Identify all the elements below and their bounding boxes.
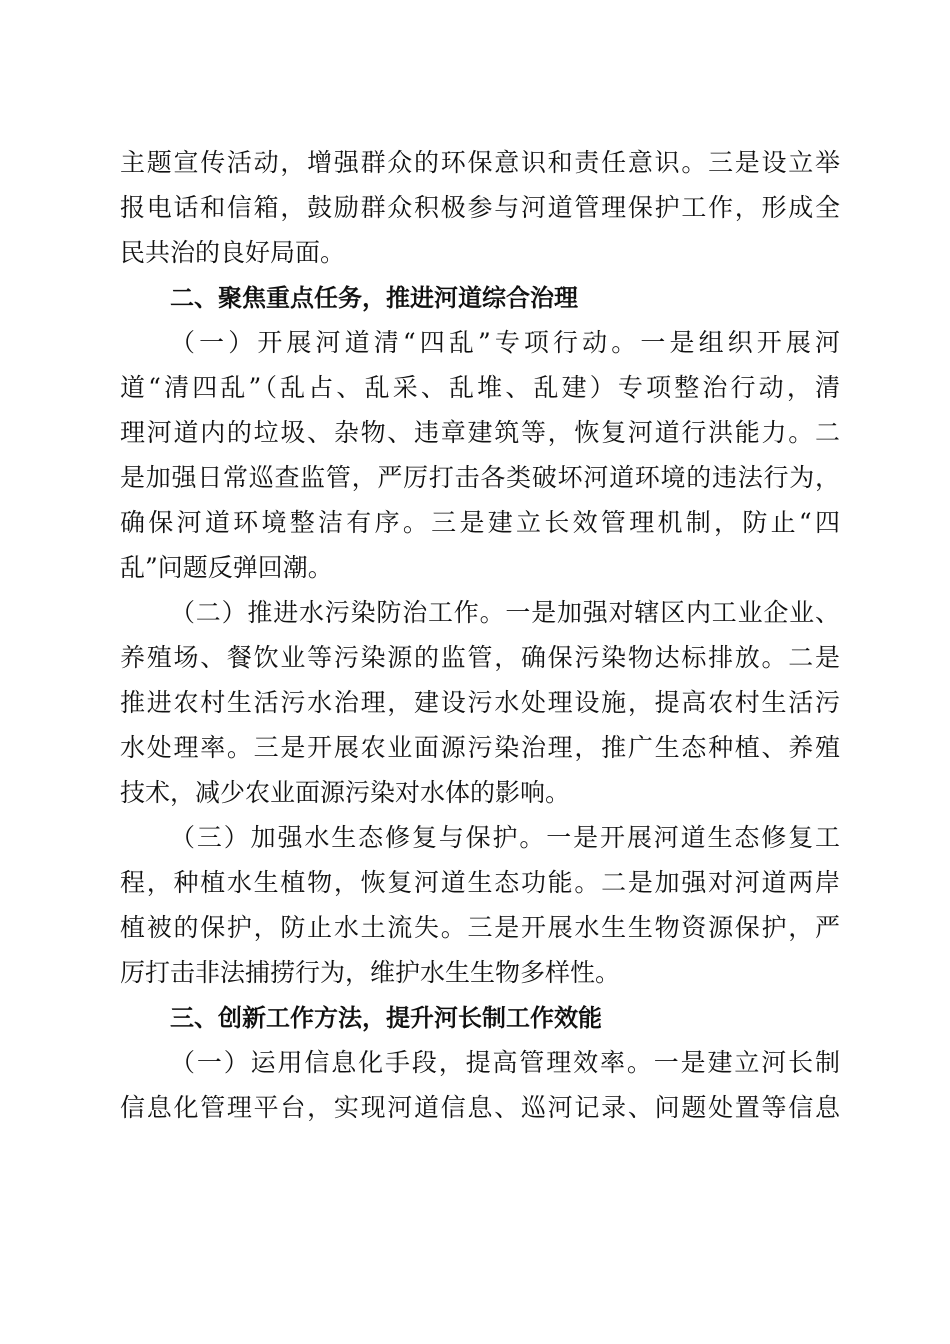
- section-heading: 三、创新工作方法，提升河长制工作效能: [170, 1004, 602, 1032]
- section-heading: 二、聚焦重点任务，推进河道综合治理: [170, 284, 578, 312]
- paragraph-line: 报电话和信箱，鼓励群众积极参与河道管理保护工作，形成全: [120, 193, 840, 222]
- paragraph-line: 确保河道环境整洁有序。三是建立长效管理机制，防止“四: [120, 508, 840, 537]
- paragraph-line: 乱”问题反弹回潮。: [120, 553, 333, 582]
- paragraph-line: 道“清四乱”（乱占、乱采、乱堆、乱建）专项整治行动，清: [120, 373, 840, 402]
- paragraph-line: 植被的保护，防止水土流失。三是开展水生生物资源保护，严: [120, 913, 840, 942]
- paragraph-line: （二）推进水污染防治工作。一是加强对辖区内工业企业、: [170, 598, 840, 627]
- paragraph-line: 厉打击非法捕捞行为，维护水生生物多样性。: [120, 958, 621, 987]
- paragraph-line: 养殖场、餐饮业等污染源的监管，确保污染物达标排放。二是: [120, 643, 840, 672]
- paragraph-line: （三）加强水生态修复与保护。一是开展河道生态修复工: [170, 823, 840, 852]
- paragraph-line: 程，种植水生植物，恢复河道生态功能。二是加强对河道两岸: [120, 868, 840, 897]
- paragraph-line: 民共治的良好局面。: [120, 238, 346, 267]
- paragraph-line: （一）开展河道清“四乱”专项行动。一是组织开展河: [170, 328, 840, 357]
- paragraph-line: 信息化管理平台，实现河道信息、巡河记录、问题处置等信息: [120, 1093, 840, 1122]
- paragraph-line: 是加强日常巡查监管，严厉打击各类破坏河道环境的违法行为，: [120, 463, 840, 492]
- paragraph-line: 水处理率。三是开展农业面源污染治理，推广生态种植、养殖: [120, 733, 840, 762]
- paragraph-line: 技术，减少农业面源污染对水体的影响。: [120, 778, 571, 807]
- paragraph-line: 主题宣传活动，增强群众的环保意识和责任意识。三是设立举: [120, 148, 840, 177]
- paragraph-line: 推进农村生活污水治理，建设污水处理设施，提高农村生活污: [120, 688, 840, 717]
- paragraph-line: （一）运用信息化手段，提高管理效率。一是建立河长制: [170, 1048, 840, 1077]
- paragraph-line: 理河道内的垃圾、杂物、违章建筑等，恢复河道行洪能力。二: [120, 418, 840, 447]
